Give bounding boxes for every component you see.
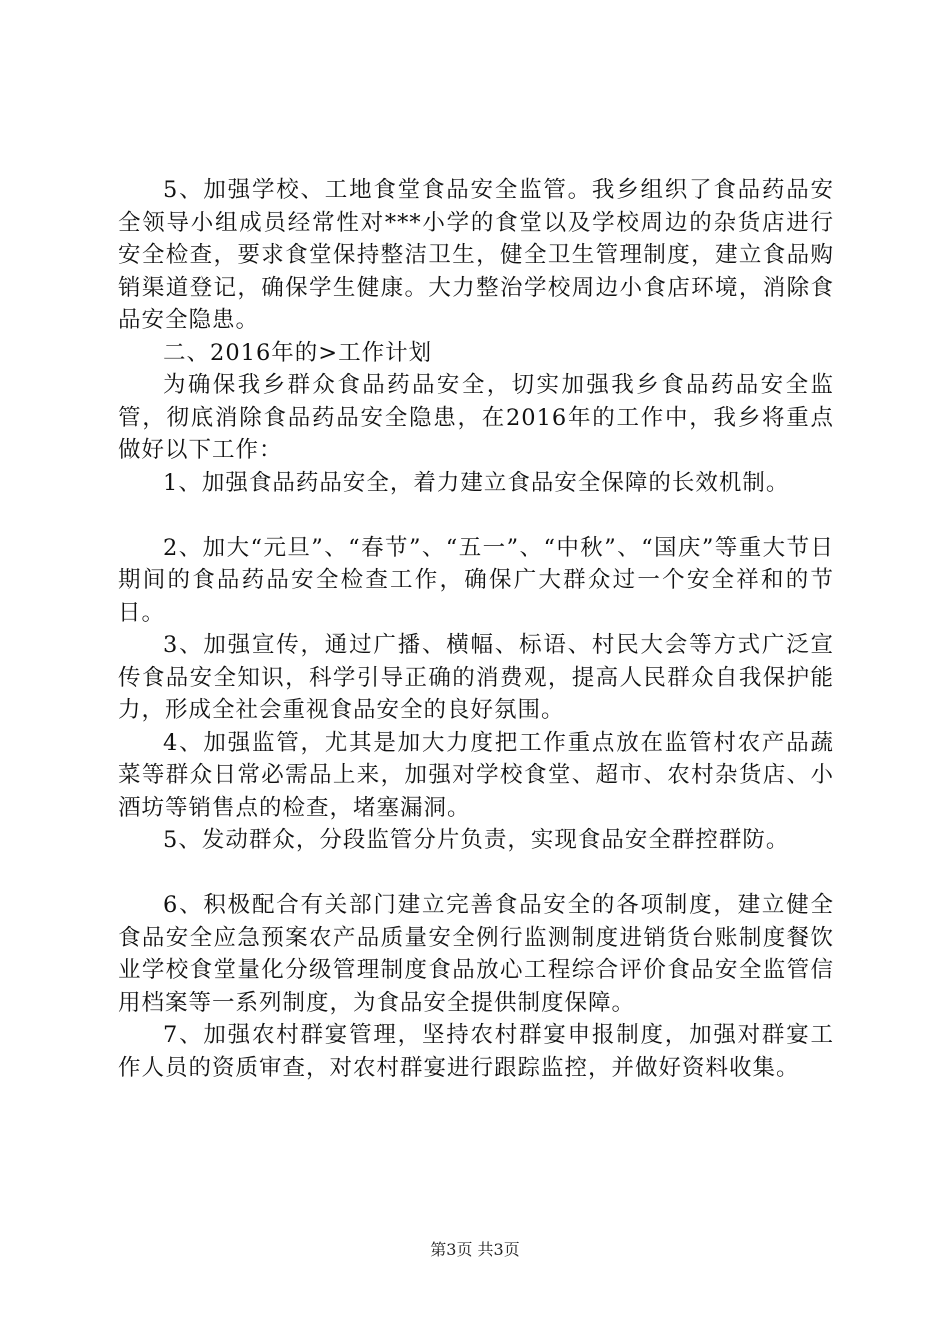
paragraph-plan-item-3: 3、加强宣传，通过广播、横幅、标语、村民大会等方式广泛宣传食品安全知识，科学引导正确的消费观，提高人民群众自我保护能力，形成全社会重视食品安全的良好氛围。: [118, 632, 834, 723]
paragraph-plan-item-1: 1、加强食品药品安全，着力建立食品安全保障的长效机制。: [163, 469, 790, 496]
paragraph-canteen-supervision: 5、加强学校、工地食堂食品安全监管。我乡组织了食品药品安全领导小组成员经常性对***小学的食堂以及学校周边的杂货店进行安全检查，要求食堂保持整洁卫生，健全卫生管理制度，建立食品购销渠道登记，确保学生健康。大力整治学校周边小食店环境，消除食品安全隐患。: [118, 177, 834, 333]
paragraph-plan-item-5: 5、发动群众，分段监管分片负责，实现食品安全群控群防。: [163, 827, 790, 853]
page-footer: 第3页 共3页: [430, 1240, 520, 1259]
section-heading-2016-plan: 二、2016年的>工作计划: [163, 339, 433, 366]
paragraph-plan-item-7: 7、加强农村群宴管理，坚持农村群宴申报制度，加强对群宴工作人员的资质审查，对农村群宴进行跟踪监控，并做好资料收集。: [118, 1022, 834, 1081]
paragraph-plan-intro: 为确保我乡群众食品药品安全，切实加强我乡食品药品安全监管，彻底消除食品药品安全隐患，在2016年的工作中，我乡将重点做好以下工作：: [118, 372, 834, 463]
paragraph-plan-item-6: 6、积极配合有关部门建立完善食品安全的各项制度，建立健全食品安全应急预案农产品质量安全例行监测制度进销货台账制度餐饮业学校食堂量化分级管理制度食品放心工程综合评价食品安全监管信用档案等一系列制度，为食品安全提供制度保障。: [118, 892, 834, 1016]
paragraph-plan-item-4: 4、加强监管，尤其是加大力度把工作重点放在监管村农产品蔬菜等群众日常必需品上来，加强对学校食堂、超市、农村杂货店、小酒坊等销售点的检查，堵塞漏洞。: [118, 729, 834, 821]
document-body: [118, 174, 834, 1084]
paragraph-plan-item-2: 2、加大“元旦”、“春节”、“五一”、“中秋”、“国庆”等重大节日期间的食品药品安全检查工作，确保广大群众过一个安全祥和的节日。: [118, 534, 834, 626]
